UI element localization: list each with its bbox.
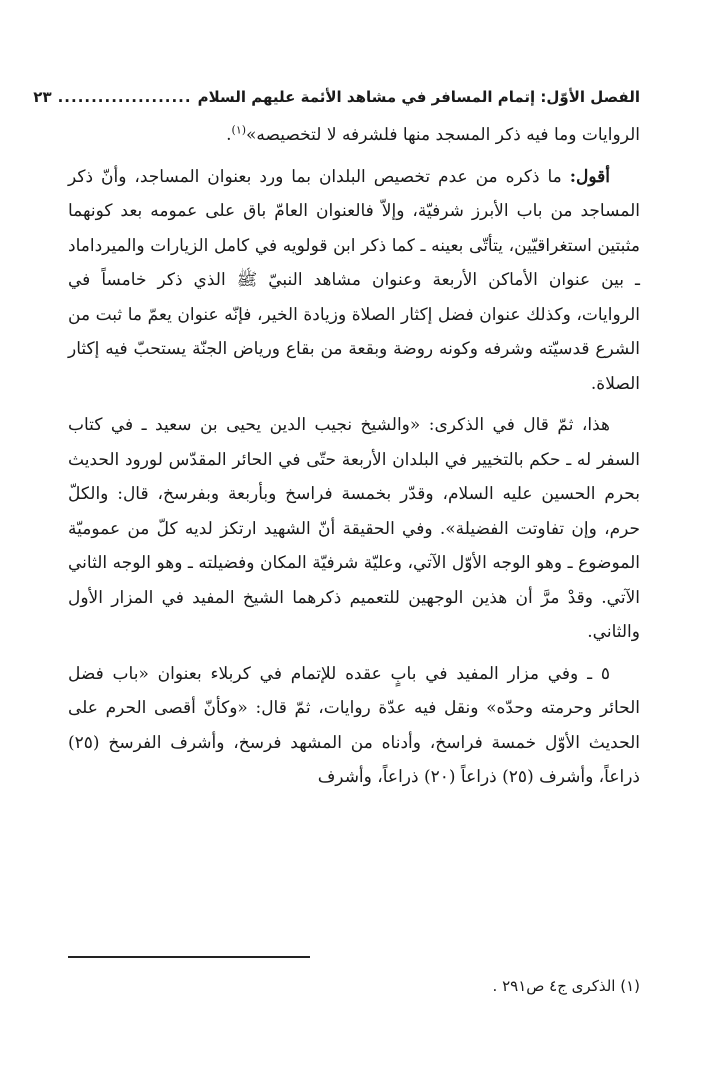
footnote-text: (١) الذكرى ج٤ ص٢٩١ . xyxy=(492,977,640,995)
body-text xyxy=(68,118,640,802)
running-header xyxy=(33,82,640,112)
paragraph-end-mark: . xyxy=(226,125,232,145)
page-number: ٢٣ xyxy=(33,88,52,106)
paragraph-text: هذا، ثمّ قال في الذكرى: «والشيخ نجيب الدين يحيى بن سعيد ـ في كتاب السفر له ـ حكم بالتخيير في البلدان الأربعة حتّى في الحائر المقدّس لورود الحديث بحرم الحسين عليه السلام، وقدّر بخمسة فراسخ وبأربعة وبفرسخ، قال: والكلّ حرم، وإن تفاوتت الفضيلة». وفي الحقيقة أنّ الشهيد ارتكز لديه كلّ من عموميّة الموضوع ـ وهو الوجه الأوّل الآتي، وعليّة شرفيّة المكان وفضيلته ـ وهو الوجه الثاني الآتي. وقدْ مرَّ أن هذين الوجهين للتعميم ذكرهما الشيخ المفيد في المزار الأول والثاني. xyxy=(68,415,640,642)
paragraph-text: ٥ ـ وفي مزار المفيد في بابٍ عقده للإتمام في كربلاء بعنوان «باب فضل الحائر وحرمته وحدّه» ونقل فيه عدّة روايات، ثمّ قال: «وكأنّ أقصى الحرم على الحديث الأوّل خمسة فراسخ، وأدناه من المشهد فرسخ، وأشرف الفرسخ (٢٥) ذراعاً، وأشرف (٢٥) ذراعاً (٢٠) ذراعاً، وأشرف xyxy=(68,663,640,787)
paragraph xyxy=(68,657,640,795)
paragraph-text: الروايات وما فيه ذكر المسجد منها فلشرفه لا لتخصيصه» xyxy=(246,125,640,145)
document-page xyxy=(33,0,640,1088)
paragraph-label: أقول: xyxy=(569,166,610,187)
footnote xyxy=(68,974,640,998)
footnote-ref: (١) xyxy=(231,123,247,137)
footnote-separator xyxy=(68,956,310,958)
paragraph xyxy=(68,408,640,650)
paragraph-text: ما ذكره من عدم تخصيص البلدان بما ورد بعنوان المساجد، وأنّ ذكر المساجد من باب الأبرز شرفيّة، وإلاّ فالعنوان العامّ باق على عمومه بعد كونهما مثبتين استغراقيّين، يتأتّى بعينه ـ كما ذكر ابن قولويه في كامل الزيارات والميرداماد ـ بين عنوان الأماكن الأربعة وعنوان مشاهد النبيّ ﷺ الذي ذكر خامساً في الروايات، وكذلك عنوان فضل إكثار الصلاة وزيادة الخير، فإنّه عنوان يعمّ ما ثبت من الشرع قدسيّته وشرفه وكونه روضة وبقعة من بقاع ورياض الجنّة يستحبّ فيه إكثار الصلاة. xyxy=(68,166,640,394)
chapter-title: الفصل الأوّل: إتمام المسافر في مشاهد الأئمة عليهم السلام xyxy=(197,88,640,106)
paragraph-continuation xyxy=(68,118,640,153)
leader-dots: .................... xyxy=(57,88,192,106)
paragraph xyxy=(68,160,640,402)
